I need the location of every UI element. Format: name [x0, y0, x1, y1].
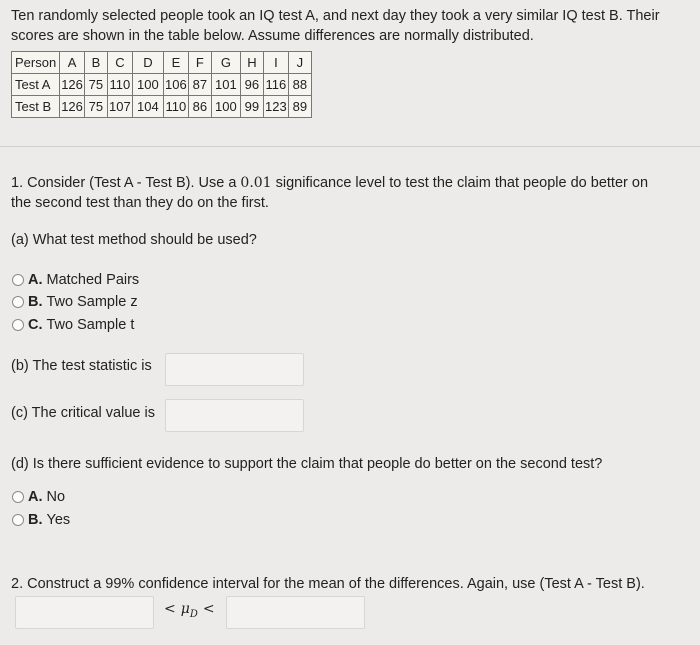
table-cell: 116: [263, 74, 288, 96]
table-cell: 87: [188, 74, 211, 96]
ci-expression: [164, 601, 215, 620]
option-letter: B.: [28, 512, 43, 528]
table-row-label: Test A: [12, 74, 60, 96]
radio-button[interactable]: [12, 319, 24, 331]
less-than-symbol: <: [202, 601, 215, 617]
table-cell: 110: [163, 96, 188, 118]
subscript-d: D: [189, 608, 198, 620]
radio-button[interactable]: [12, 491, 24, 503]
critical-value-input[interactable]: [165, 399, 304, 432]
problem-intro: [11, 6, 691, 46]
test-statistic-input[interactable]: [165, 353, 304, 386]
question-1-text: [11, 173, 691, 213]
option-two-sample-z[interactable]: [12, 294, 138, 310]
confidence-level: 99%: [105, 576, 135, 592]
option-letter: A.: [28, 272, 43, 288]
table-header-cell: Person: [12, 52, 60, 74]
table-header-cell: A: [60, 52, 85, 74]
question-2-text-b: confidence interval for the mean of the differences. Again, use (Test A - Test B).: [134, 576, 645, 592]
option-letter: A.: [28, 489, 43, 505]
table-cell: 126: [60, 74, 85, 96]
table-row: [12, 74, 312, 96]
less-than-symbol: <: [164, 601, 176, 617]
option-yes[interactable]: [12, 512, 70, 528]
question-2-text: [11, 576, 696, 592]
option-letter: B.: [28, 294, 43, 310]
table-cell: 106: [163, 74, 188, 96]
score-table: [11, 51, 312, 118]
table-header-cell: H: [240, 52, 263, 74]
mu-d-symbol: [181, 601, 198, 620]
option-label: No: [46, 489, 66, 505]
option-no[interactable]: [12, 489, 65, 505]
question-2-text-a: 2. Construct a: [11, 576, 106, 592]
table-header-cell: I: [263, 52, 288, 74]
option-matched-pairs[interactable]: [12, 272, 139, 288]
table-cell: 99: [240, 96, 263, 118]
part-d-prompt: (d) Is there sufficient evidence to support the claim that people do better on the second test?: [11, 456, 603, 472]
table-cell: 101: [211, 74, 240, 96]
table-cell: 104: [132, 96, 163, 118]
table-cell: 89: [288, 96, 311, 118]
option-label: Yes: [46, 512, 71, 528]
question-1-text-a: 1. Consider (Test A - Test B). Use a: [11, 175, 241, 191]
ci-upper-bound-input[interactable]: [226, 596, 365, 629]
intro-line-1: Ten randomly selected people took an IQ test A, and next day they took a very similar IQ test B. Their: [11, 8, 660, 24]
option-label: Two Sample z: [46, 294, 138, 310]
table-cell: 88: [288, 74, 311, 96]
table-cell: 86: [188, 96, 211, 118]
table-row-label: Test B: [12, 96, 60, 118]
table-header-row: [12, 52, 312, 74]
part-c-prompt: (c) The critical value is: [11, 405, 155, 421]
option-label: Two Sample t: [46, 317, 135, 333]
table-header-cell: E: [163, 52, 188, 74]
table-cell: 75: [84, 74, 107, 96]
table-cell: 96: [240, 74, 263, 96]
table-header-cell: D: [132, 52, 163, 74]
alpha-value: 0.01: [240, 175, 272, 191]
table-header-cell: J: [288, 52, 311, 74]
table-cell: 123: [263, 96, 288, 118]
table-cell: 126: [60, 96, 85, 118]
table-header-cell: F: [188, 52, 211, 74]
option-letter: C.: [28, 317, 43, 333]
table-header-cell: G: [211, 52, 240, 74]
table-cell: 107: [107, 96, 132, 118]
mu-symbol: μ: [180, 601, 190, 617]
section-divider: [0, 146, 700, 147]
question-1-line-1: [11, 173, 691, 193]
option-two-sample-t[interactable]: [12, 317, 134, 333]
radio-button[interactable]: [12, 296, 24, 308]
question-1-text-b: significance level to test the claim that people do better on: [271, 175, 649, 191]
part-a-prompt: (a) What test method should be used?: [11, 232, 257, 248]
question-1-line-2: the second test than they do on the first.: [11, 195, 269, 211]
part-b-prompt: (b) The test statistic is: [11, 358, 152, 374]
table-row: [12, 96, 312, 118]
ci-lower-bound-input[interactable]: [15, 596, 154, 629]
intro-line-2: scores are shown in the table below. Assume differences are normally distributed.: [11, 28, 534, 44]
radio-button[interactable]: [12, 274, 24, 286]
radio-button[interactable]: [12, 514, 24, 526]
table-cell: 110: [107, 74, 132, 96]
table-header-cell: C: [107, 52, 132, 74]
table-cell: 100: [211, 96, 240, 118]
option-label: Matched Pairs: [46, 272, 140, 288]
table-header-cell: B: [84, 52, 107, 74]
table-cell: 75: [84, 96, 107, 118]
table-cell: 100: [132, 74, 163, 96]
